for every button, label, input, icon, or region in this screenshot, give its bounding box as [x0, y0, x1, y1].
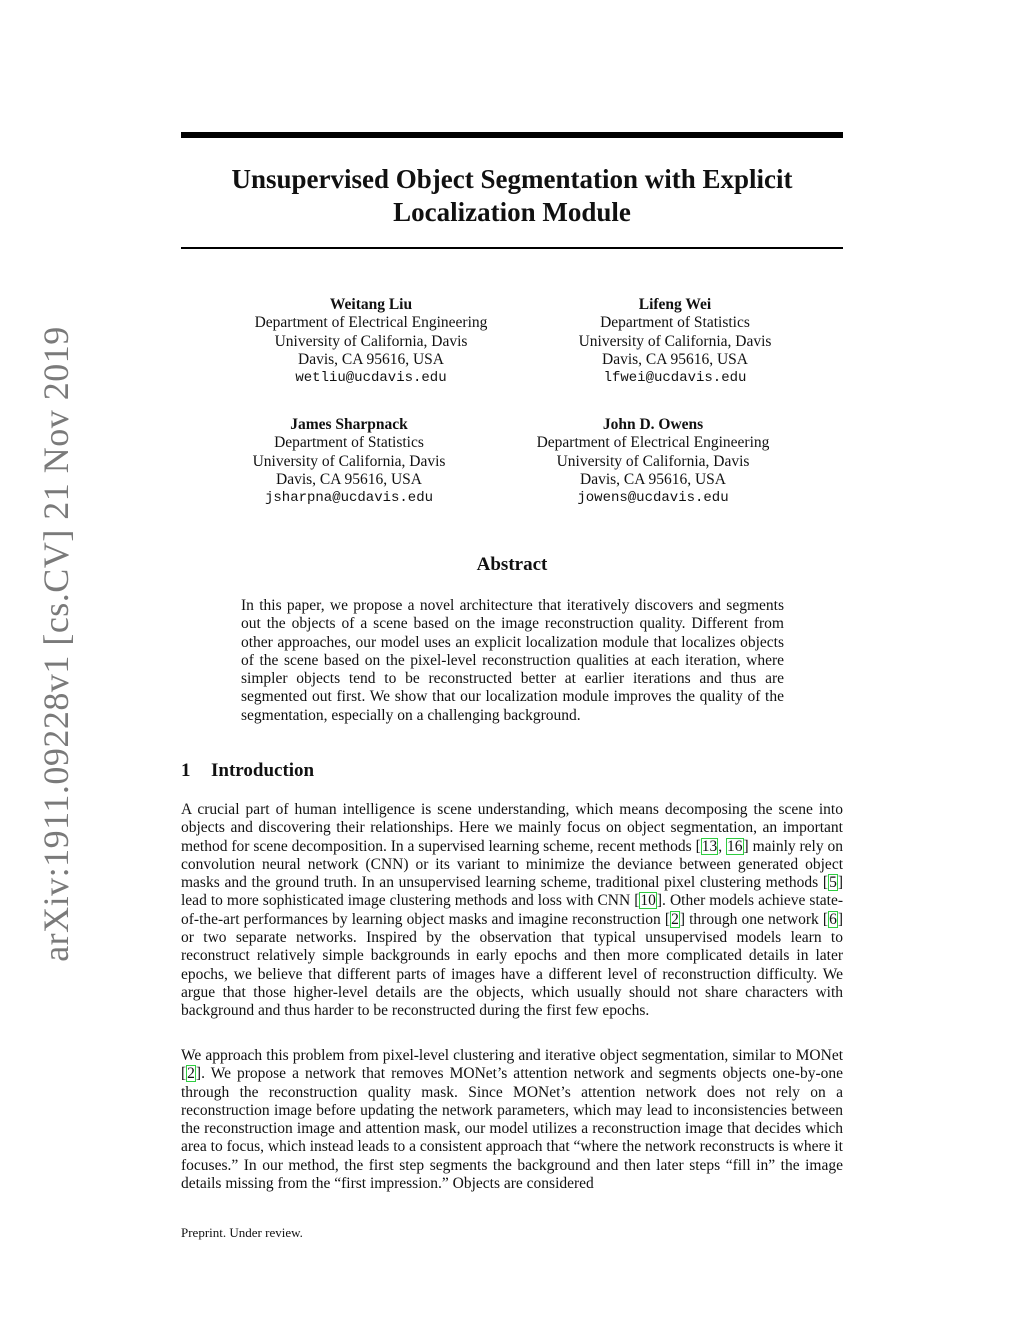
author-name: Weitang Liu [329, 296, 413, 313]
section-heading-introduction [181, 760, 314, 782]
author-university: University of California, Davis [556, 452, 750, 470]
paragraph-text: ]. Other models achieve state-of-the-art performances by learning object masks and imagine reconstruction [ [181, 892, 843, 928]
author-university: University of California, Davis [252, 452, 446, 470]
author-block-1 [221, 296, 521, 387]
paragraph-text: ] mainly rely on convolution neural network (CNN) or its variant to minimize the deviance between generated object masks and the ground truth. In an unsupervised learning scheme, traditional pixel clustering methods [ [181, 837, 844, 892]
abstract-text: In this paper, we propose a novel architecture that iteratively discovers and segments out the objects of a scene based on the image reconstruction quality. Different from other approaches, our model uses an explicit localization module that localizes objects of the scene based on the pixel-level reconstruction qualities at each iteration, where simpler objects tend to be reconstructed better at earlier iterations and thus are segmented out first. We show that our localization module improves the quality of the segmentation, especially on a challenging background. [241, 597, 784, 724]
intro-paragraph-2 [181, 1047, 843, 1193]
title-line-1: Unsupervised Object Segmentation with Explicit [231, 164, 793, 194]
abstract-heading: Abstract [476, 554, 548, 575]
paragraph-text: A crucial part of human intelligence is scene understanding, which means decomposing the scene into objects and discovering their relationships. Here we mainly focus on object segmentation, an important method for scene decomposition. In a supervised learning scheme, recent methods [ [181, 801, 843, 855]
author-email[interactable]: jsharpna@ucdavis.edu [264, 490, 434, 507]
paragraph-text: ] lead to more sophisticated image clustering methods and loss with CNN [ [181, 874, 843, 910]
author-department: Department of Statistics [600, 314, 750, 332]
paragraph-text: , [718, 837, 727, 855]
footer-note: Preprint. Under review. [181, 1225, 303, 1240]
paper-title [181, 163, 843, 229]
author-university: University of California, Davis [274, 332, 468, 350]
author-name: James Sharpnack [290, 416, 408, 433]
author-address: Davis, CA 95616, USA [580, 470, 726, 488]
intro-paragraph-1 [181, 801, 843, 1021]
arxiv-stamp-text: arXiv:1911.09228v1 [cs.CV] 21 Nov 2019 [36, 326, 76, 962]
author-address: Davis, CA 95616, USA [298, 350, 444, 368]
author-name: John D. Owens [602, 416, 704, 433]
paragraph-text: ]. We propose a network that removes MONet’s attention network and segments objects one-by-one through the reconstruction quality mask. Since MONet’s attention network does not rely on a reconstruction image before updating the network parameters, which may lead to inconsistencies between the reconstruction image and attention mask, our model utilizes a reconstruction image that decides which area to focus, which instead leads to a consistent approach that “where the network reconstructs is where it focuses.” In our method, the first step segments the background and then later steps “fill in” the image details missing from the “first impression.” Objects are considered [181, 1065, 843, 1193]
author-address: Davis, CA 95616, USA [276, 470, 422, 488]
author-email[interactable]: lfwei@ucdavis.edu [603, 370, 747, 387]
title-top-rule [181, 132, 843, 138]
author-department: Department of Electrical Engineering [254, 314, 488, 332]
citation-link[interactable]: 2 [187, 1065, 195, 1083]
citation-link[interactable]: 10 [640, 892, 656, 910]
author-department: Department of Electrical Engineering [536, 434, 770, 452]
title-bottom-rule [181, 247, 843, 249]
citation-link[interactable]: 6 [829, 910, 837, 928]
author-block-4 [503, 416, 803, 507]
author-email[interactable]: jowens@ucdavis.edu [577, 490, 729, 507]
author-name: Lifeng Wei [638, 296, 712, 313]
citation-link[interactable]: 16 [727, 837, 743, 855]
author-department: Department of Statistics [274, 434, 424, 452]
citation-link[interactable]: 5 [829, 874, 837, 892]
author-email[interactable]: wetliu@ucdavis.edu [295, 370, 447, 387]
author-university: University of California, Davis [578, 332, 772, 350]
section-title: Introduction [211, 760, 315, 781]
author-block-3 [199, 416, 499, 507]
paragraph-text: ] through one network [ [679, 910, 829, 928]
paragraph-text: ] or two separate networks. Inspired by the observation that typical unsupervised models learn to reconstruct relatively simple backgrounds in early epochs and then more complicated details in later epochs, we believe that different parts of images have a different level of reconstruction difficulty. We argue that those higher-level details are the objects, which usually should not share characters with background and thus harder to be reconstructed during the first few epochs. [181, 910, 843, 1020]
author-block-2 [525, 296, 825, 387]
author-address: Davis, CA 95616, USA [602, 350, 748, 368]
citation-link[interactable]: 13 [701, 837, 718, 855]
paragraph-text: We approach this problem from pixel-level clustering and iterative object segmentation, similar to MONet [ [181, 1047, 843, 1083]
title-line-2: Localization Module [393, 197, 631, 227]
section-number: 1 [181, 760, 191, 781]
citation-link[interactable]: 2 [671, 910, 679, 928]
